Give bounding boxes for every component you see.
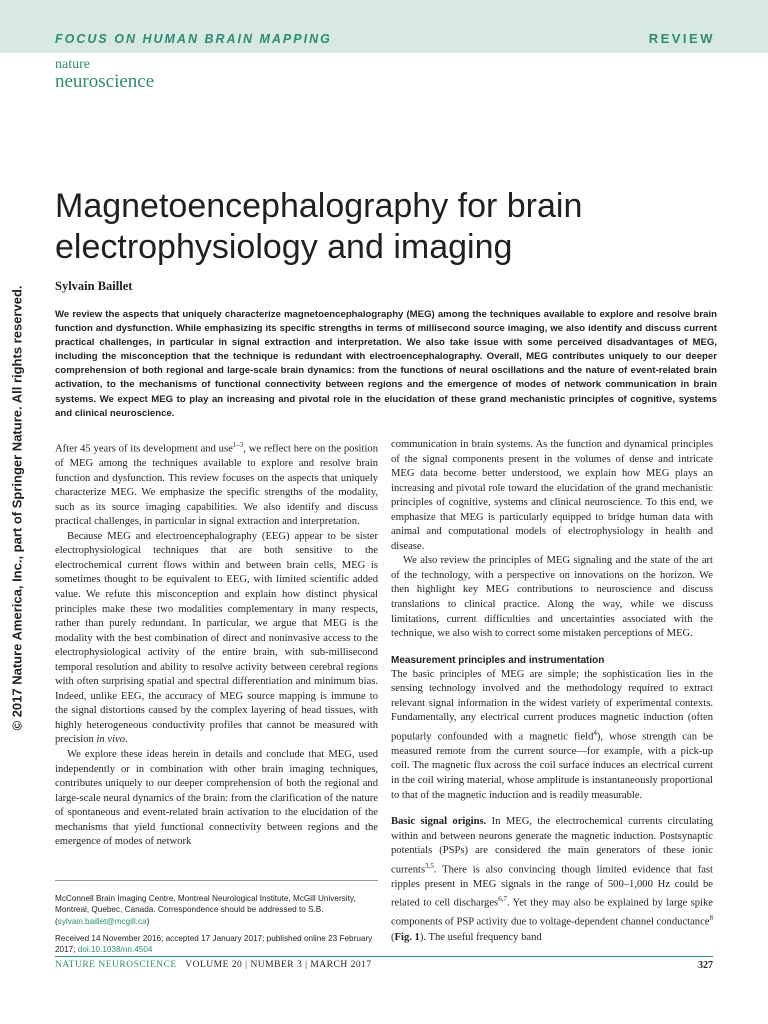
doi-link[interactable]: doi:10.1038/nn.4504 <box>77 945 153 955</box>
paragraph: We explore these ideas herein in details and conclude that MEG, used independently or in combination with other brain imaging techniques, contributes uniquely to our deeper comprehension of both the regional and large-scale neural dynamics of the brain: from the clarification of the nature of spontaneous and event-related brain activation to the elucidation of the mechanisms that yield functional connectivity between regions and the emergence of modes of network <box>55 749 378 848</box>
paragraph <box>55 530 378 748</box>
citation: 4 <box>593 728 597 737</box>
footer-journal <box>55 960 372 970</box>
text-run: The basic principles of MEG are simple; the sophistication lies in the sensing technology involved and the methodology required to extract relevant signal information in the widest variety of experimental contexts. Fundamentally, any electrical current produces magnetic induction (often popularly confounded with a magnetic field <box>391 668 713 743</box>
email-link[interactable]: sylvain.baillet@mcgill.ca <box>57 916 147 926</box>
text-run: McConnell Brain Imaging Centre, Montreal Neurological Institute, McGill University, Montreal, Quebec, Canada. Correspondence should be addressed to S.B. ( <box>55 894 356 926</box>
abstract: We review the aspects that uniquely characterize magnetoencephalography (MEG) among the techniques available to explore and resolve brain function and dysfunction. While emphasizing its specific strengths in terms of millisecond source imaging, we also identify and discuss current practical challenges, in particular in signal extraction and interpretation. We also take issue with some perceived disadvantages of MEG, including the misconception that the technique is redundant with electroencephalography. Overall, MEG contributes uniquely to our deeper comprehension of both regional and large-scale brain dynamics: from the functions of neural oscillations and the nature of event-related brain activation, to the mechanisms of functional connectivity between regions and the emergence of modes of network communication in brain systems. We expect MEG to play an increasing and pivotal role in the elucidation of these grand mechanistic principles of cognitive, systems and clinical neuroscience. <box>55 309 717 419</box>
text-run: After 45 years of its development and use <box>55 443 233 455</box>
citation: 8 <box>709 914 713 923</box>
paragraph <box>55 438 378 530</box>
text-run: . <box>125 734 128 746</box>
title-line-1: Magnetoencephalography for brain <box>55 187 583 225</box>
text-run: . Yet they may also be explained by large spike components of PSP activity due to voltage-dependent channel conductance <box>391 897 713 928</box>
issue-info: VOLUME 20 | NUMBER 3 | MARCH 2017 <box>185 960 372 970</box>
paragraph <box>391 815 713 945</box>
journal-logo-line2: neuroscience <box>55 71 155 92</box>
citation: 6,7 <box>498 895 507 904</box>
citation: 3,5 <box>425 861 434 870</box>
run-in-heading: Basic signal origins. <box>391 816 487 828</box>
series-label: FOCUS ON HUMAN BRAIN MAPPING <box>55 32 332 46</box>
text-run: ), whose strength can be measured remote from the current source—for example, with a pick-up coil. The magnetic flux across the coil surface induces an electrical current in the coil wiring material, whose amplitude is instantaneously proportional to that of the magnetic induction and is readily measurable. <box>391 731 713 801</box>
title-line-2: electrophysiology and imaging <box>55 228 513 266</box>
affiliation-footnote <box>55 893 378 927</box>
text-run: ). The useful frequency band <box>419 931 542 943</box>
figure-reference[interactable]: Fig. 1 <box>394 931 420 943</box>
footnote-divider <box>55 880 378 881</box>
section-label: REVIEW <box>648 31 715 46</box>
article-title <box>55 186 695 268</box>
section-heading: Measurement principles and instrumentation <box>391 654 605 666</box>
paragraph: We also review the principles of MEG signaling and the state of the art of the technology, with a perspective on innovations on the horizon. We then highlight key MEG contributions to neuroscience and discuss translations to clinical practice. Along the way, while we discuss limitations, current difficulties and uncertainties associated with the technique, we also wish to correct some mistaken perceptions of MEG. <box>391 555 713 640</box>
header-band <box>0 0 768 53</box>
journal-name: NATURE NEUROSCIENCE <box>55 960 177 970</box>
text-run: ( <box>391 931 395 943</box>
text-run: In MEG, the electrochemical currents circulating within and between neurons generate the magnetic induction. Postsynaptic potentials (PSPs) are considered the main generators of these ionic currents <box>391 816 713 876</box>
journal-logo <box>55 58 154 91</box>
text-run: . There is also convincing though limited evidence that fast ripples present in MEG signals in the range of 500–1,000 Hz could be related to cell discharges <box>391 864 713 909</box>
text-run: ) <box>146 916 150 926</box>
paragraph <box>391 668 713 803</box>
copyright-text: © 2017 Nature America, Inc., part of Springer Nature. All rights reserved. <box>9 285 25 731</box>
dates-footnote <box>55 933 378 956</box>
text-run: , we reflect here on the position of MEG among the techniques available to explore and resolve brain function and dysfunction. This review focuses on the aspects that uniquely characterize MEG. We emphasize the specific strengths of the modality, such as its source imaging capabilities. We also identify and discuss practical challenges, in particular in signal extraction and interpretation. <box>55 443 378 528</box>
text-run: Because MEG and electroencephalography (EEG) appear to be sister electrophysiological techniques that are both sensitive to the electrochemical current flows within and between brain cells, MEG is sometimes thought to be equivalent to EEG, with limited scientific added value. We refute this misconception and explain how distinct physical principles make these two modalities complementary in many respects, rather than purely redundant. In particular, we argue that MEG is the modality with the best combination of direct and noninvasive access to the electrophysiological activity of the entire brain, with sub-millisecond temporal resolution and ability to resolve activity between cerebral regions with often surprising spatial and spectral differentiation and minimum bias. Indeed, unlike EEG, the accuracy of MEG source mapping is immune to the signal distortions caused by the complex layering of head tissues, with highly heterogeneous conductivity profiles that cannot be measured with precision <box>55 530 378 746</box>
body-column-left <box>55 438 378 850</box>
author-name: Sylvain Baillet <box>55 279 133 293</box>
body-column-right <box>391 438 713 945</box>
journal-logo-line1: nature <box>55 57 90 72</box>
italic-text: in vivo <box>96 734 126 746</box>
paragraph: communication in brain systems. As the function and dynamical principles of the signal components present in the volumes of dense and intricate MEG data become better understood, we explain how MEG plays an increasing and pivotal role toward the elucidation of the grand mechanistic principles of cognitive, systems and clinical neuroscience. To this end, we emphasize that MEG is particularly equipped to bridge human data with animal and computational models of electrophysiology in health and disease. <box>391 439 713 552</box>
citation: 1–3 <box>232 441 244 449</box>
page-number: 327 <box>698 960 713 971</box>
copyright-notice <box>7 258 27 758</box>
page-footer <box>55 956 713 973</box>
text-run: Received 14 November 2016; accepted 17 January 2017; published online 23 February 2017; <box>55 934 373 955</box>
